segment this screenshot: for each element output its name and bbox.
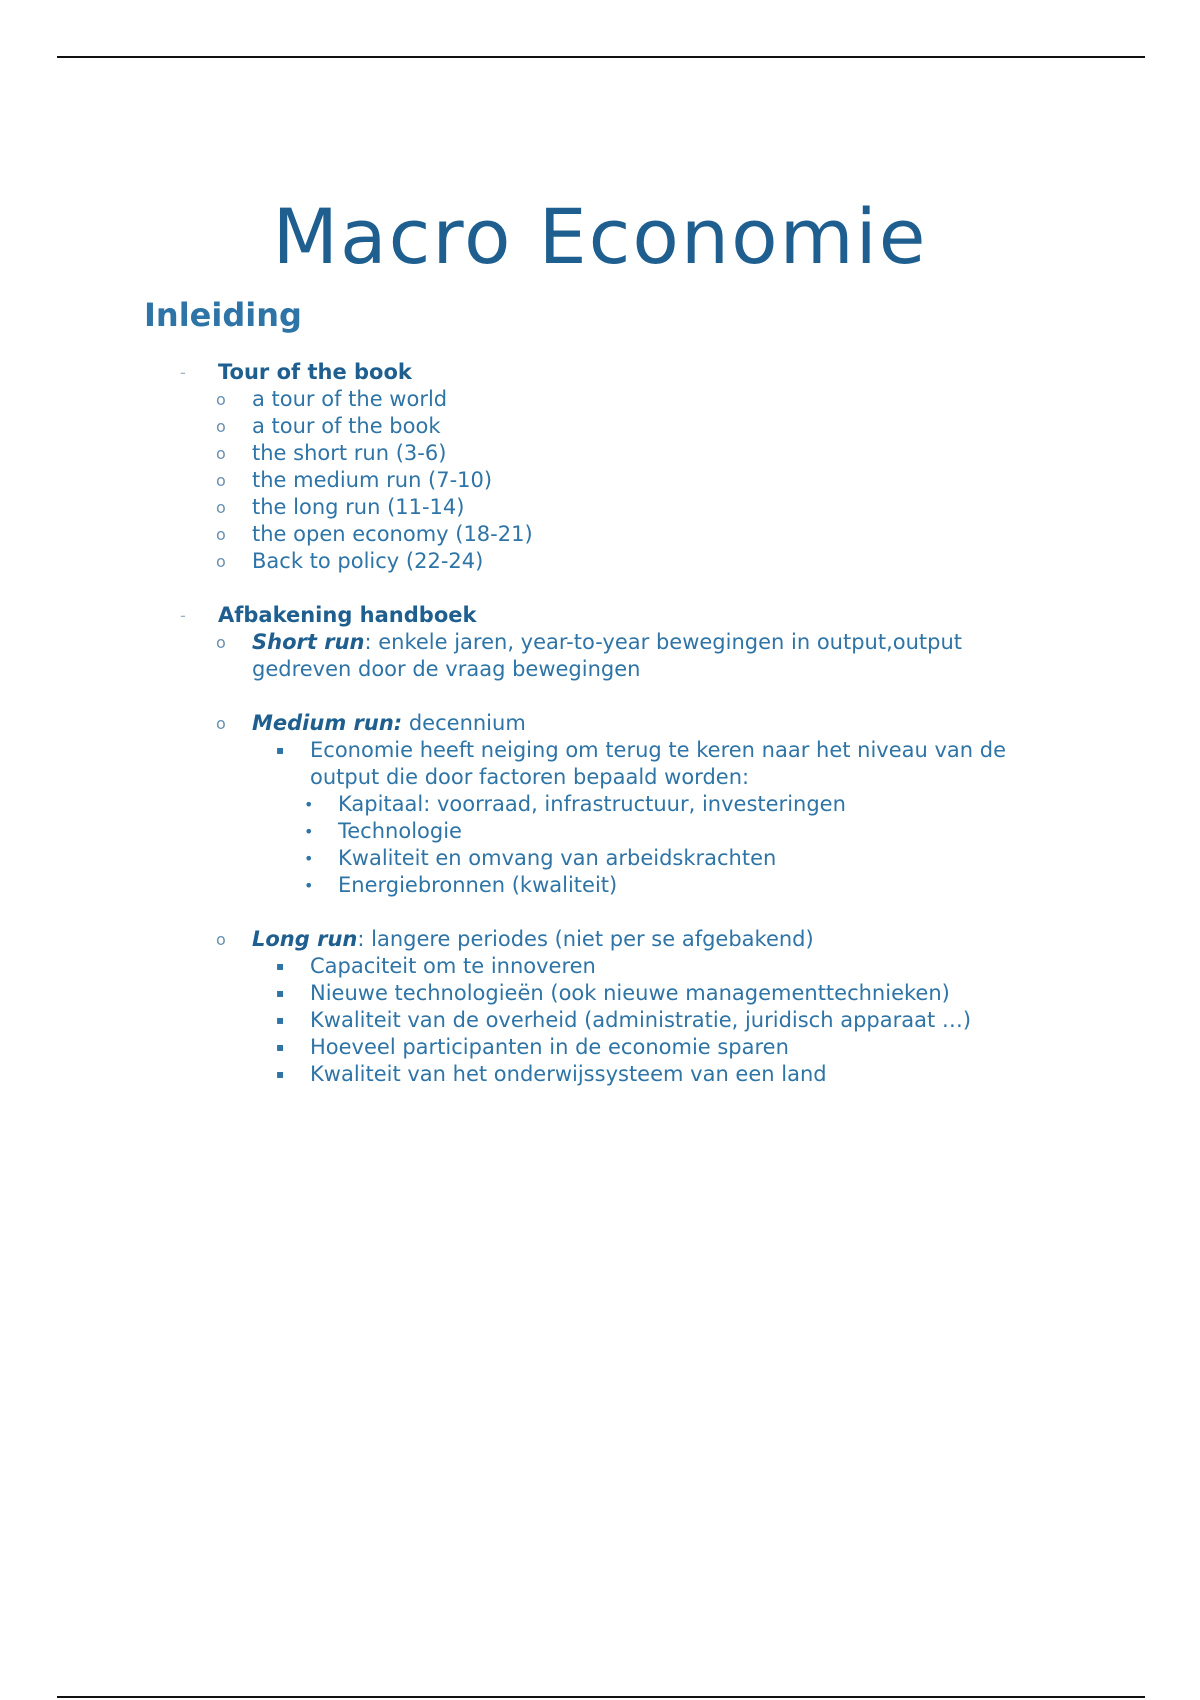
list-item bbox=[0, 872, 1200, 899]
list-item-text: output die door factoren bepaald worden: bbox=[310, 765, 750, 789]
spacer bbox=[0, 899, 1200, 926]
list-item bbox=[0, 359, 1200, 386]
dot-bullet: • bbox=[304, 795, 314, 814]
list-item-text: Kwaliteit en omvang van arbeidskrachten bbox=[338, 846, 777, 870]
square-bullet: ▪ bbox=[276, 959, 285, 973]
list-item bbox=[0, 494, 1200, 521]
outline bbox=[0, 359, 1200, 1088]
list-item bbox=[0, 548, 1200, 575]
list-item-text: Economie heeft neiging om terug te keren naar het niveau van de bbox=[310, 738, 1007, 762]
long-run-text: : langere periodes (niet per se afgebakend) bbox=[357, 927, 814, 951]
list-item-text bbox=[252, 629, 962, 656]
list-item bbox=[0, 953, 1200, 980]
term-short-run: Short run bbox=[252, 630, 365, 654]
square-bullet: ▪ bbox=[276, 743, 285, 757]
list-item-text bbox=[252, 710, 526, 737]
list-item-continuation bbox=[0, 764, 1200, 791]
list-item-text bbox=[252, 926, 814, 953]
square-bullet: ▪ bbox=[276, 1013, 285, 1027]
section-label: Tour of the book bbox=[218, 360, 412, 384]
short-run-text-cont: gedreven door de vraag bewegingen bbox=[252, 657, 641, 681]
circle-bullet: o bbox=[216, 417, 226, 436]
page-title: Macro Economie bbox=[272, 191, 928, 281]
list-item-text: Capaciteit om te innoveren bbox=[310, 954, 596, 978]
list-item bbox=[0, 629, 1200, 656]
list-item-text: the medium run (7-10) bbox=[252, 468, 493, 492]
spacer bbox=[0, 683, 1200, 710]
list-item bbox=[0, 602, 1200, 629]
circle-bullet: o bbox=[216, 471, 226, 490]
list-item bbox=[0, 818, 1200, 845]
circle-bullet: o bbox=[216, 633, 226, 652]
list-item-text: the long run (11-14) bbox=[252, 495, 465, 519]
list-item bbox=[0, 926, 1200, 953]
list-item bbox=[0, 710, 1200, 737]
short-run-text: : enkele jaren, year-to-year bewegingen in output,output bbox=[364, 630, 963, 654]
list-item bbox=[0, 845, 1200, 872]
list-item-text: Nieuwe technologieën (ook nieuwe managementtechnieken) bbox=[310, 981, 950, 1005]
spacer bbox=[0, 575, 1200, 602]
square-bullet: ▪ bbox=[276, 1040, 285, 1054]
list-item bbox=[0, 1061, 1200, 1088]
top-rule bbox=[57, 56, 1145, 58]
list-item-text: Energiebronnen (kwaliteit) bbox=[338, 873, 618, 897]
list-item-text: Kwaliteit van de overheid (administratie, juridisch apparaat …) bbox=[310, 1008, 972, 1032]
list-item bbox=[0, 737, 1200, 764]
list-item-text: a tour of the book bbox=[252, 414, 441, 438]
square-bullet: ▪ bbox=[276, 1067, 285, 1081]
list-item bbox=[0, 413, 1200, 440]
list-item-text: Kwaliteit van het onderwijssysteem van een land bbox=[310, 1062, 827, 1086]
list-item bbox=[0, 980, 1200, 1007]
term-medium-run: Medium run: bbox=[252, 711, 403, 735]
list-item-text: Kapitaal: voorraad, infrastructuur, investeringen bbox=[338, 792, 846, 816]
list-item bbox=[0, 386, 1200, 413]
circle-bullet: o bbox=[216, 390, 226, 409]
circle-bullet: o bbox=[216, 444, 226, 463]
section-heading: Inleiding bbox=[144, 295, 302, 334]
circle-bullet: o bbox=[216, 930, 226, 949]
dot-bullet: • bbox=[304, 876, 314, 895]
circle-bullet: o bbox=[216, 525, 226, 544]
circle-bullet: o bbox=[216, 714, 226, 733]
list-item bbox=[0, 521, 1200, 548]
list-item bbox=[0, 467, 1200, 494]
list-item-text: the short run (3-6) bbox=[252, 441, 447, 465]
list-item-continuation bbox=[0, 656, 1200, 683]
bottom-rule bbox=[57, 1696, 1145, 1698]
list-item-text: Back to policy (22-24) bbox=[252, 549, 484, 573]
list-item-text: Hoeveel participanten in de economie sparen bbox=[310, 1035, 789, 1059]
list-item-text: the open economy (18-21) bbox=[252, 522, 533, 546]
list-item-text: Technologie bbox=[338, 819, 462, 843]
square-bullet: ▪ bbox=[276, 986, 285, 1000]
list-item-text: a tour of the world bbox=[252, 387, 448, 411]
list-item bbox=[0, 440, 1200, 467]
dot-bullet: • bbox=[304, 822, 314, 841]
list-item bbox=[0, 1034, 1200, 1061]
dash-bullet: - bbox=[180, 606, 186, 625]
term-long-run: Long run bbox=[252, 927, 358, 951]
circle-bullet: o bbox=[216, 498, 226, 517]
dot-bullet: • bbox=[304, 849, 314, 868]
list-item bbox=[0, 1007, 1200, 1034]
circle-bullet: o bbox=[216, 552, 226, 571]
medium-run-text: decennium bbox=[402, 711, 526, 735]
dash-bullet: - bbox=[180, 363, 186, 382]
list-item bbox=[0, 791, 1200, 818]
section-label: Afbakening handboek bbox=[218, 603, 477, 627]
